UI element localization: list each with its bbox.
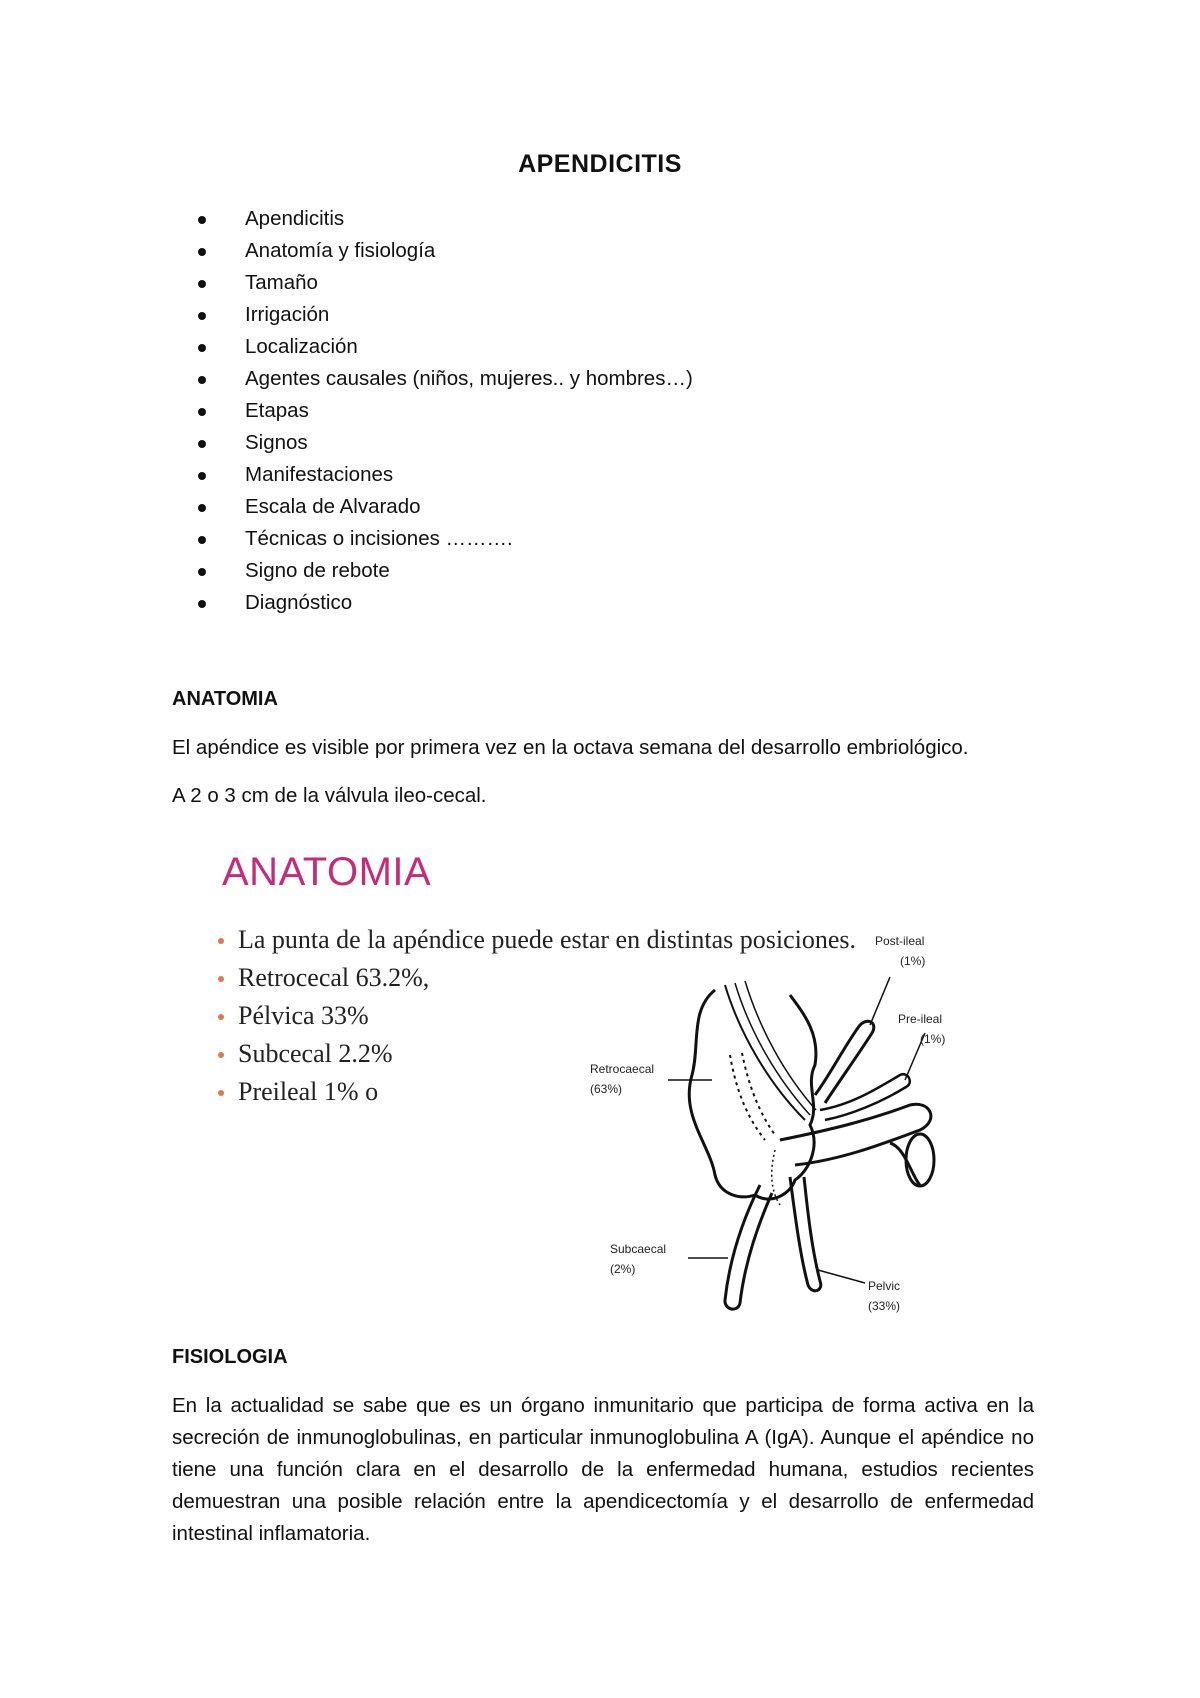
bullet-icon [218, 938, 224, 944]
list-item: Manifestaciones [195, 459, 693, 491]
appendix-retrocaecal [742, 1053, 775, 1135]
list-item: Tamaño [195, 267, 693, 299]
list-item: Anatomía y fisiología [195, 235, 693, 267]
figure-title: ANATOMIA [222, 850, 432, 894]
label-pelvic-pct: (33%) [868, 1299, 901, 1313]
pointer-line [870, 977, 890, 1025]
appendix-pre-ileal [820, 1074, 910, 1120]
bullet-icon [218, 1090, 224, 1096]
list-item: Etapas [195, 395, 693, 427]
label-pre-ileal-pct: (1%) [920, 1032, 946, 1046]
label-subcaecal: Subcaecal [610, 1242, 667, 1256]
bullet-icon [198, 440, 206, 448]
label-subcaecal-pct: (2%) [610, 1262, 636, 1276]
appendix-retrocaecal [730, 1055, 765, 1140]
bullet-icon [198, 536, 206, 544]
bullet-icon [218, 1052, 224, 1058]
list-item: Signo de rebote [195, 555, 693, 587]
appendix-post-ileal [815, 1021, 874, 1103]
bullet-icon [198, 248, 206, 256]
bullet-icon [198, 408, 206, 416]
appendix-positions-diagram [590, 915, 980, 1330]
label-retrocaecal-pct: (63%) [590, 1082, 623, 1096]
anatomia-paragraph-1: El apéndice es visible por primera vez en la octava semana del desarrollo embriológico. [172, 736, 969, 759]
bullet-icon [198, 472, 206, 480]
list-item: Retrocecal 63.2%, [218, 961, 898, 995]
list-item: Localización [195, 331, 693, 363]
list-item: La punta de la apéndice puede estar en distintas posiciones. [218, 923, 898, 957]
caecum-outline [689, 990, 816, 1199]
bullet-icon [198, 216, 206, 224]
label-retrocaecal: Retrocaecal [590, 1062, 655, 1076]
label-pelvic: Pelvic [868, 1279, 901, 1293]
list-item: Irrigación [195, 299, 693, 331]
pointer-line [818, 1270, 865, 1283]
label-pre-ileal: Pre-ileal [898, 1012, 943, 1026]
bullet-icon [218, 976, 224, 982]
bullet-icon [198, 376, 206, 384]
appendix-pelvic [790, 1177, 821, 1291]
list-item: Técnicas o incisiones ………. [195, 523, 693, 555]
appendix-subcaecal [725, 1185, 772, 1309]
bullet-icon [198, 600, 206, 608]
list-item: Diagnóstico [195, 587, 693, 619]
bullet-icon [198, 568, 206, 576]
bullet-icon [218, 1014, 224, 1020]
list-item: Pélvica 33% [218, 999, 898, 1033]
bullet-icon [198, 344, 206, 352]
fisiologia-heading: FISIOLOGIA [172, 1346, 288, 1368]
label-post-ileal: Post-ileal [875, 934, 925, 948]
ileum-end [906, 1134, 934, 1186]
anatomia-heading: ANATOMIA [172, 688, 278, 710]
ileum [780, 1104, 931, 1165]
topic-list [195, 203, 693, 619]
bullet-icon [198, 280, 206, 288]
document-title: APENDICITIS [518, 150, 682, 178]
list-item: Agentes causales (niños, mujeres.. y hombres…) [195, 363, 693, 395]
list-item: Escala de Alvarado [195, 491, 693, 523]
anatomia-paragraph-2: A 2 o 3 cm de la válvula ileo-cecal. [172, 784, 487, 807]
anatomy-figure [200, 845, 980, 1330]
label-post-ileal-pct: (1%) [900, 954, 926, 968]
bullet-icon [198, 312, 206, 320]
list-item: Subcecal 2.2% [218, 1037, 898, 1071]
list-item: Signos [195, 427, 693, 459]
bullet-icon [198, 504, 206, 512]
fisiologia-paragraph: En la actualidad se sabe que es un órgano inmunitario que participa de forma activa en la secreción de inmunoglobulinas, en particular inmunoglobulina A (IgA). Aunque el apéndice no tiene una función clara en el desarrollo de la enfermedad humana, estudios recientes demuestran una posible relación entre la apendicectomía y el desarrollo de enfermedad intestinal inflamatoria. [172, 1394, 1034, 1545]
list-item: Apendicitis [195, 203, 693, 235]
list-item: Preileal 1% o [218, 1075, 898, 1109]
